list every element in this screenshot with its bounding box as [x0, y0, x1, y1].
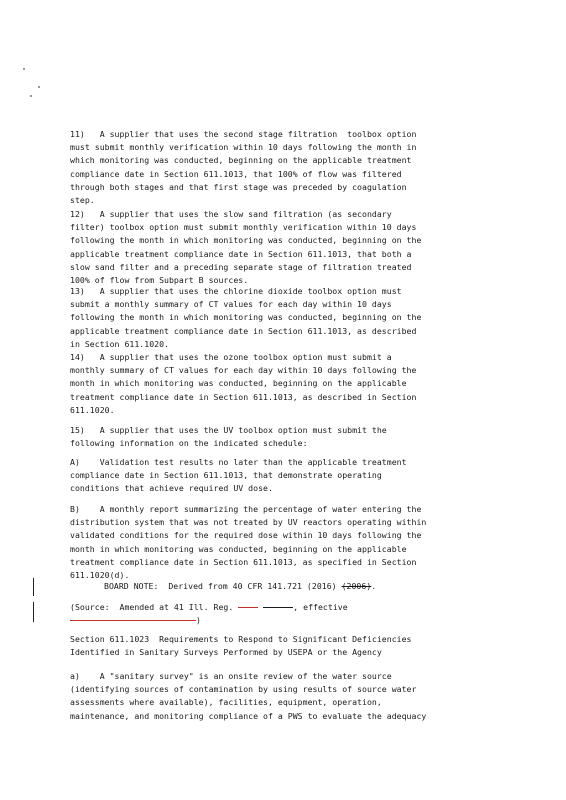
text-line: compliance date in Section 611.1013, that demonstrate operating — [70, 470, 382, 481]
board-note — [104, 580, 504, 593]
text-line: monthly summary of CT values for each day within 10 days following the — [70, 365, 417, 376]
text-line: 11) A supplier that uses the second stage filtration toolbox option — [70, 129, 417, 139]
source-close: ) — [196, 615, 201, 626]
subparagraph-a — [70, 456, 498, 496]
text-line: 12) A supplier that uses the slow sand filtration (as secondary — [70, 209, 392, 219]
text-line: submit a monthly summary of CT values for each day within 10 days — [70, 299, 392, 310]
text-line: A) Validation test results no later than the applicable treatment — [70, 457, 407, 467]
text-line: (identifying sources of contamination by using results of source water — [70, 684, 417, 695]
paragraph-13 — [70, 285, 498, 351]
board-note-text: BOARD NOTE: Derived from 40 CFR 141.721 (2016) — [104, 581, 342, 591]
effective-text: , effective — [293, 602, 348, 612]
text-line: slow sand filter and a preceding separate stage of filtration treated — [70, 261, 412, 272]
blank-register-page — [263, 607, 293, 608]
text-line: 611.1020(d). — [70, 570, 130, 581]
text-line: following the month in which monitoring was conducted, beginning on the — [70, 312, 422, 323]
source-note — [70, 601, 510, 627]
text-line: month in which monitoring was conducted, beginning on the applicable — [70, 543, 407, 554]
text-line: through both stages and that first stage was preceded by coagulation — [70, 181, 407, 192]
text-line: treatment compliance date in Section 611.1013, as specified in Section — [70, 556, 417, 567]
section-title-line: Identified in Sanitary Surveys Performed by USEPA or the Agency — [70, 647, 382, 658]
source-text: (Source: Amended at 41 Ill. Reg. — [70, 602, 239, 612]
text-line: in Section 611.1020. — [70, 338, 169, 349]
text-line: applicable treatment compliance date in Section 611.1013, as described — [70, 325, 417, 336]
text-line: assessments where available), facilities, equipment, operation, — [70, 697, 382, 708]
paragraph-11 — [70, 128, 498, 207]
text-line: distribution system that was not treated by UV reactors operating within — [70, 517, 427, 528]
board-note-period: . — [371, 581, 377, 591]
text-line: 14) A supplier that uses the ozone toolbox option must submit a — [70, 352, 392, 362]
scan-speck — [23, 68, 25, 70]
text-line: treatment compliance date in Section 611.1013, as described in Section — [70, 391, 417, 402]
text-line: compliance date in Section 611.1013, that 100% of flow was filtered — [70, 168, 402, 179]
paragraph-12 — [70, 208, 498, 287]
blank-register-page — [238, 607, 258, 608]
text-line: 611.1020. — [70, 404, 115, 415]
blank-effective-date — [126, 620, 196, 621]
text-line: filter) toolbox option must submit monthly verification within 10 days — [70, 222, 417, 233]
scan-speck — [38, 86, 40, 88]
text-line: following information on the indicated schedule: — [70, 438, 308, 449]
text-line: 100% of flow from Subpart B sources. — [70, 275, 249, 286]
text-line: maintenance, and monitoring compliance of a PWS to evaluate the adequacy — [70, 710, 427, 721]
paragraph-15 — [70, 424, 498, 450]
text-line: step. — [70, 195, 95, 206]
section-title-line: Section 611.1023 Requirements to Respond to Significant Deficiencies — [70, 634, 412, 644]
text-line: a) A "sanitary survey" is an onsite review of the water source — [70, 671, 392, 681]
text-line: which monitoring was conducted, beginning on the applicable treatment — [70, 155, 412, 166]
text-line: must submit monthly verification within 10 days following the month in — [70, 142, 417, 153]
paragraph-14 — [70, 351, 498, 417]
revision-bar — [33, 578, 34, 596]
text-line: B) A monthly report summarizing the percentage of water entering the — [70, 504, 422, 514]
struck-year: (2006) — [341, 581, 372, 591]
text-line: 15) A supplier that uses the UV toolbox option must submit the — [70, 425, 387, 435]
section-heading — [70, 633, 510, 659]
text-line: conditions that achieve required UV dose. — [70, 483, 273, 494]
paragraph-a — [70, 670, 510, 723]
blank-effective-date — [70, 620, 126, 621]
scan-speck — [30, 95, 32, 97]
revision-bar — [33, 602, 34, 622]
text-line: validated conditions for the required dose within 10 days following the — [70, 530, 422, 541]
text-line: following the month in which monitoring was conducted, beginning on the — [70, 235, 422, 246]
text-line: 13) A supplier that uses the chlorine dioxide toolbox option must — [70, 286, 402, 296]
subparagraph-b — [70, 503, 498, 582]
text-line: applicable treatment compliance date in Section 611.1013, that both a — [70, 248, 412, 259]
text-line: month in which monitoring was conducted, beginning on the applicable — [70, 378, 407, 389]
